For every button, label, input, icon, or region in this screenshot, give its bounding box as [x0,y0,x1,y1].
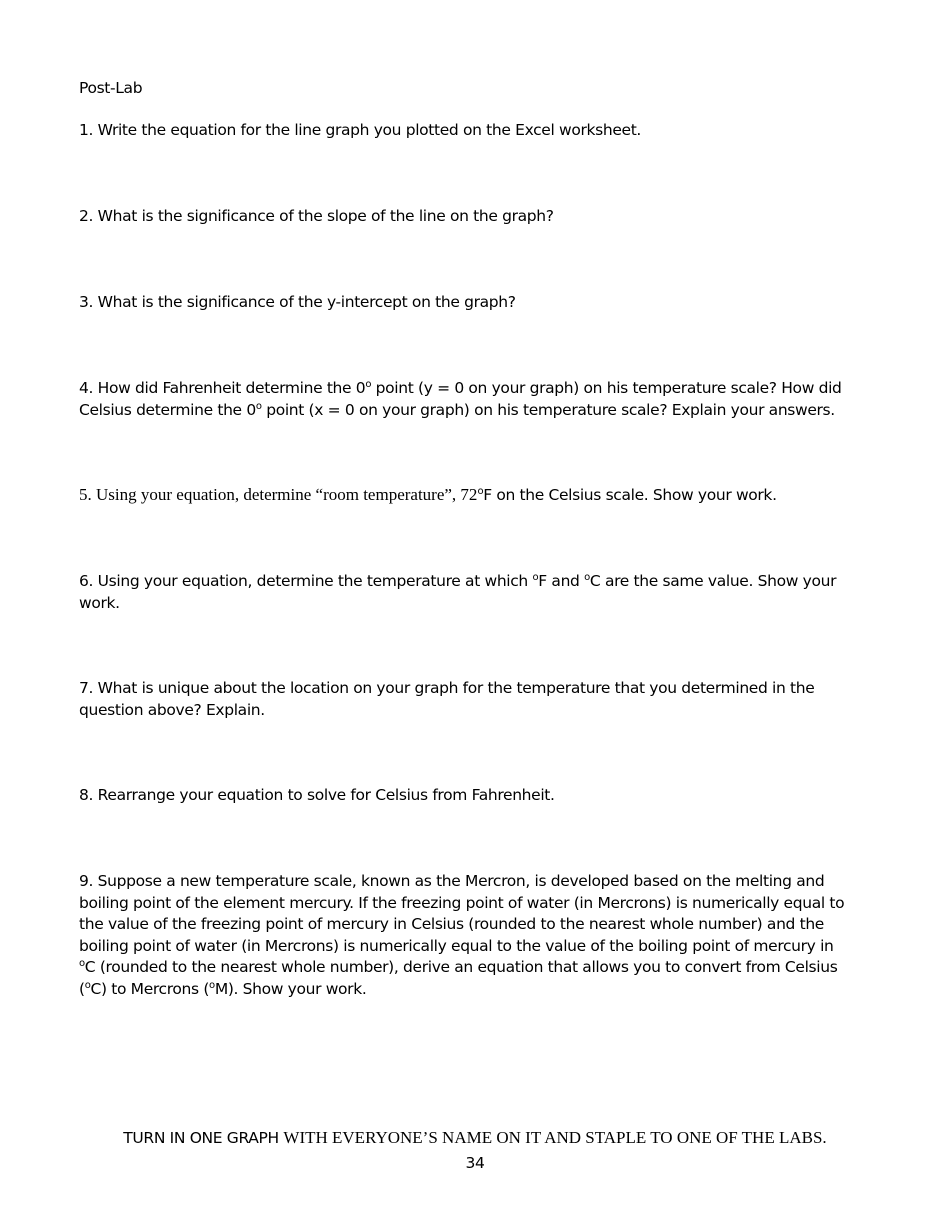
degree-superscript: o [255,401,262,412]
page-number [0,1152,950,1174]
page-heading-text: Post-Lab [79,79,143,97]
question-4-text-part: point (y = 0 on your graph) on his temperature scale? How did [371,379,842,397]
question-6-text-part: C are the same value. Show your [589,572,837,590]
question-4-text-part: 4. How did Fahrenheit determine the 0 [79,379,366,397]
degree-superscript: o [209,980,215,991]
question-6-line-1 [79,570,836,592]
question-5-text-sans: F on the Celsius scale. Show your work. [483,486,777,504]
question-7-text-part: 7. What is unique about the location on your graph for the temperature that you determined in the [79,679,815,697]
question-9-line-3 [79,913,824,935]
question-2 [79,205,554,227]
degree-superscript: o [84,980,91,991]
question-9-text-part: ( [79,980,85,998]
footer-text-serif: WITH EVERYONE’S NAME ON IT AND STAPLE TO ONE OF THE LABS. [283,1128,827,1147]
degree-superscript: o [79,958,85,969]
question-9-text-part: C (rounded to the nearest whole number), derive an equation that allows you to convert from Celsius [84,958,838,976]
question-9-line-2 [79,892,844,914]
question-8-text: 8. Rearrange your equation to solve for Celsius from Fahrenheit. [79,786,555,804]
question-4-text-part: point (x = 0 on your graph) on his temperature scale? Explain your answers. [261,401,835,419]
question-9-line-4 [79,935,834,957]
footer-instruction [0,1127,950,1149]
question-9-line-6 [79,978,366,1000]
question-9-text-part: boiling point of water (in Mercrons) is numerically equal to the value of the boiling point of mercury in [79,937,834,955]
question-9-text-part: C) to Mercrons ( [90,980,210,998]
question-8 [79,784,555,806]
page-number-text: 34 [465,1154,485,1172]
page-heading [79,77,142,99]
question-6-text-part: F and [538,572,585,590]
question-9-text-part: 9. Suppose a new temperature scale, known as the Mercron, is developed based on the melting and [79,872,825,890]
question-5-text-serif: 5. Using your equation, determine “room temperature”, 72 [79,485,478,504]
question-4-text-part: Celsius determine the 0 [79,401,256,419]
question-7-line-2 [79,699,265,721]
question-6-text-part: work. [79,594,120,612]
question-6-line-2 [79,592,120,614]
degree-superscript: o [532,572,539,583]
question-4-line-2 [79,399,835,421]
question-9-text-part: M). Show your work. [214,980,367,998]
question-2-text: 2. What is the significance of the slope of the line on the graph? [79,207,554,225]
question-9-text-part: the value of the freezing point of mercury in Celsius (rounded to the nearest whole number) and the [79,915,824,933]
question-9-line-5 [79,956,837,978]
question-3-text: 3. What is the significance of the y-intercept on the graph? [79,293,516,311]
degree-superscript: o [365,379,372,390]
question-7-line-1 [79,677,814,699]
degree-superscript: o [584,572,590,583]
question-4-line-1 [79,377,842,399]
question-9-text-part: boiling point of the element mercury. If the freezing point of water (in Mercrons) is numerically equal to [79,894,845,912]
question-1 [79,119,641,141]
question-5 [79,484,777,506]
question-7-text-part: question above? Explain. [79,701,265,719]
footer-text-sans: TURN IN ONE GRAPH [123,1129,284,1147]
question-6-text-part: 6. Using your equation, determine the temperature at which [79,572,533,590]
question-1-text: 1. Write the equation for the line graph you plotted on the Excel worksheet. [79,121,642,139]
degree-superscript: o [477,486,484,497]
question-3 [79,291,516,313]
question-9-line-1 [79,870,824,892]
